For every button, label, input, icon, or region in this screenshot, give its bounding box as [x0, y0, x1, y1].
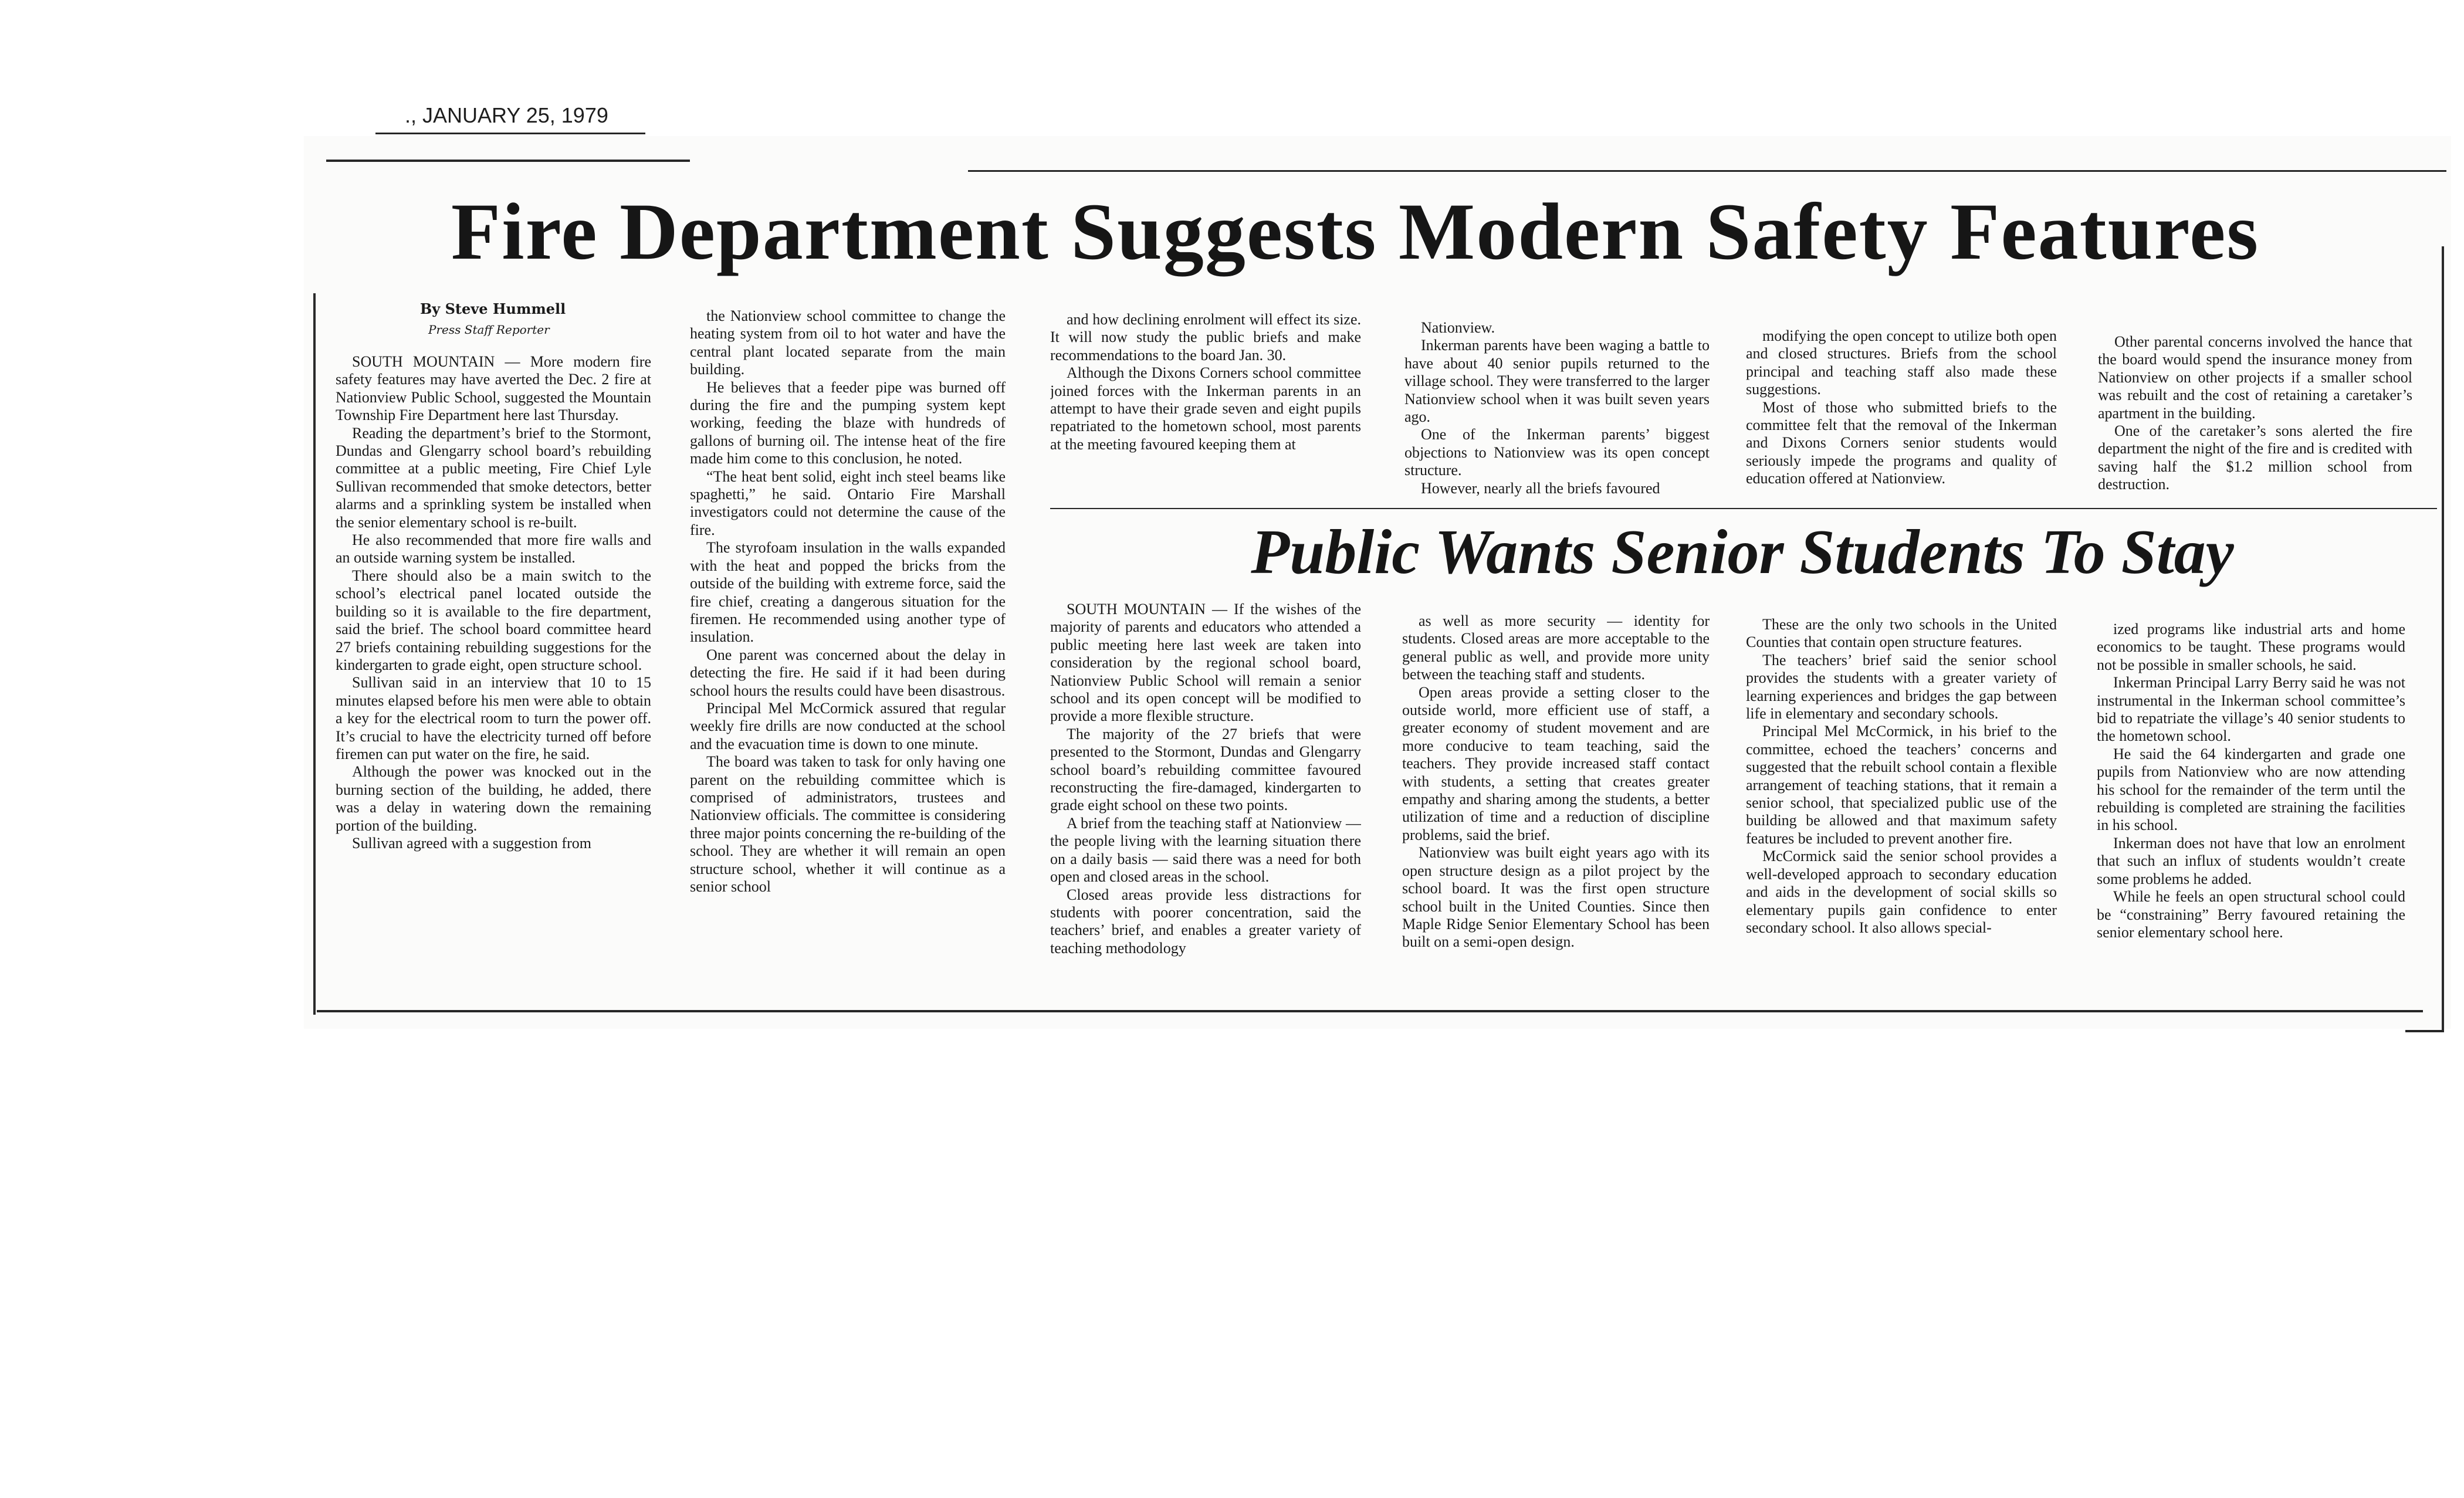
paragraph: the Nationview school committee to change the heating system from oil to hot water and have the central plant located separate from the main building. [690, 307, 1006, 378]
story1-column-5 [1746, 327, 2057, 508]
paragraph: ized programs like industrial arts and home economics to be taught. These programs would not be possible in smaller schools, he said. [2097, 621, 2405, 673]
dateline-rule [375, 133, 645, 134]
top-rule-right [968, 170, 2446, 172]
byline-author: By Steve Hummell [420, 300, 566, 317]
paragraph: Most of those who submitted briefs to the committee felt that the removal of the Inkerman and Dixons Corners senior students would seriously impede the programs and quality of education offered at Nationview. [1746, 398, 2057, 487]
headline: Fire Department Suggests Modern Safety Features [451, 187, 2260, 276]
byline-role: Press Staff Reporter [428, 323, 550, 337]
paragraph: Sullivan agreed with a suggestion from [352, 834, 591, 852]
paragraph: One parent was concerned about the delay in detecting the fire. He said if it had been during school hours the results could have been disastrous. [690, 646, 1006, 699]
paragraph: Nationview was built eight years ago with its open structure design as a pilot project by the school board. It was the first open structure school built in the United Counties. Since then Maple Ridge Senior Elementary School has been built on a semi-open design. [1402, 844, 1710, 951]
paragraph: Inkerman parents have been waging a battle to have about 40 senior pupils returned to the village school. They were transferred to the larger Nationview school when it was built seven years ago. [1404, 337, 1710, 426]
paragraph: One of the Inkerman parents’ biggest objections to Nationview was its open concept structure. [1404, 426, 1710, 479]
paragraph: Closed areas provide less distractions for students with poorer concentration, said the teachers’ brief, and enables a greater variety of teaching methodology [1050, 886, 1361, 957]
paragraph: The styrofoam insulation in the walls expanded with the heat and popped the bricks from the outside of the building with extreme force, said the fire chief, creating a dangerous situation for the firemen. He recommended using another type of insulation. [690, 539, 1006, 646]
section-rule [1050, 508, 2437, 509]
paragraph: The teachers’ brief said the senior school provides the students with a greater variety of learning experiences and bridges the gap between life in elementary and secondary schools. [1746, 651, 2057, 723]
story1-column-4 [1404, 319, 1710, 508]
paragraph: and how declining enrolment will effect its size. It will now study the public briefs and make recommendations to the board Jan. 30. [1050, 311, 1361, 364]
clipping-bottom-curl [2405, 1030, 2443, 1032]
paragraph: While he feels an open structural school could be “constraining” Berry favoured retaining the senior elementary school here. [2097, 888, 2405, 941]
story2-column-3 [1746, 616, 2057, 1017]
paragraph: as well as more security — identity for students. Closed areas are more acceptable to the general public as well, and provide more unity between the teaching staff and students. [1402, 612, 1710, 683]
story1-column-2 [690, 307, 1006, 1004]
paragraph: Inkerman Principal Larry Berry said he was not instrumental in the Inkerman school committee’s bid to repatriate the village’s 40 senior students to the hometown school. [2097, 674, 2405, 745]
paragraph: modifying the open concept to utilize both open and closed structures. Briefs from the school principal and teaching staff also made these suggestions. [1746, 327, 2057, 398]
subheadline: Public Wants Senior Students To Stay [1251, 517, 2234, 587]
top-rule-left [326, 160, 690, 162]
paragraph: Sullivan said in an interview that 10 to 15 minutes elapsed before his men were able to obtain a key for the electrical room to turn the power off. It’s crucial to have the electricity turned off before firemen can put water on the fire, he said. [336, 674, 651, 762]
paragraph: “The heat bent solid, eight inch steel beams like spaghetti,” he said. Ontario Fire Marshall investigators could not determine the cause of the fire. [690, 467, 1006, 538]
dateline: ., JANUARY 25, 1979 [405, 103, 608, 127]
paragraph: However, nearly all the briefs favoured [1421, 479, 1660, 497]
paragraph: He said the 64 kindergarten and grade one pupils from Nationview who are now attending his school for the remainder of the term until the rebuilding is completed are straining the facilities in his school. [2097, 745, 2405, 834]
paragraph: Although the Dixons Corners school committee joined forces with the Inkerman parents in an attempt to have their grade seven and eight pupils repatriated to the hometown school, most parents at the meeting favoured keeping them at [1050, 364, 1361, 453]
paragraph: He believes that a feeder pipe was burned off during the fire and the pumping system kept working, feeding the blaze with hundreds of gallons of burning oil. The intense heat of the fire made him come to this conclusion, he noted. [690, 378, 1006, 467]
paragraph: Reading the department’s brief to the Stormont, Dundas and Glengarry school board’s rebuilding committee at a public meeting, Fire Chief Lyle Sullivan recommended that smoke detectors, better alarms and a sprinkling system be installed when the senior elementary school is re-built. [336, 424, 651, 531]
paragraph: There should also be a main switch to the school’s electrical panel located outside the building so it is available to the fire department, said the brief. The school board committee heard 27 briefs containing rebuilding suggestions for the kindergarten to grade eight, open structure school. [336, 567, 651, 673]
paragraph: He also recommended that more fire walls and an outside warning system be installed. [336, 531, 651, 567]
story2-column-1 [1050, 601, 1361, 1017]
paragraph: The board was taken to task for only having one parent on the rebuilding committee which is comprised of administrators, trustees and Nationview officials. The committee is considering three major points concerning the re-building of the school. They are whether it will remain an open structure school, whether it will continue as a senior school [690, 753, 1006, 895]
paragraph: SOUTH MOUNTAIN — If the wishes of the majority of parents and educators who attended a public meeting here last week are taken into consideration by the regional school board, Nationview Public School will remain a senior school and its open concept will be modified to provide a more flexible structure. [1050, 601, 1361, 725]
story2-column-2 [1402, 612, 1710, 1017]
story1-column-6 [2098, 333, 2412, 516]
paragraph: Other parental concerns involved the hance that the board would spend the insurance money from Nationview on other projects if a smaller school was rebuilt and the cost of retaining a caretaker’s apartment in the building. [2098, 333, 2412, 422]
paragraph: Nationview. [1421, 319, 1495, 336]
paragraph: McCormick said the senior school provides a well-developed approach to secondary education and aids in the development of social skills so elementary pupils gain confidence to enter secondary school. It also allows special- [1746, 848, 2057, 936]
paragraph: Inkerman does not have that low an enrolment that such an influx of students wouldn’t create some problems he added. [2097, 834, 2405, 887]
paragraph: Open areas provide a setting closer to the outside world, more efficient use of staff, a greater economy of student movement and are more conducive to team teaching, said the teachers. They provide increased staff contact with students, a setting that creates greater empathy and sharing among the students, a better utilization of time and a reduction of discipline problems, said the brief. [1402, 683, 1710, 843]
story2-column-4 [2097, 621, 2405, 1017]
paragraph: These are the only two schools in the United Counties that contain open structure features. [1746, 616, 2057, 651]
clipping-left-edge [313, 293, 316, 1015]
story1-column-3 [1050, 311, 1361, 499]
paragraph: Principal Mel McCormick, in his brief to the committee, echoed the teachers’ concerns and suggested that the rebuilt school contain a flexible arrangement of teaching stations, that it remain a senior school, that specialized public use of the building be allowed and that maximum safety features be included to prevent another fire. [1746, 723, 2057, 847]
clipping-right-edge [2442, 246, 2444, 1032]
paragraph: A brief from the teaching staff at Nationview — the people living with the learning situation there on a daily basis — said there was a need for both open and closed areas in the school. [1050, 814, 1361, 886]
paragraph: Principal Mel McCormick assured that regular weekly fire drills are now conducted at the school and the evacuation time is down to one minute. [690, 699, 1006, 753]
paragraph: One of the caretaker’s sons alerted the fire department the night of the fire and is credited with saving half the $1.2 million school from destruction. [2098, 422, 2412, 493]
paragraph: Although the power was knocked out in the burning section of the building, he added, there was a delay in watering down the remaining portion of the building. [336, 763, 651, 834]
story1-column-1 [336, 353, 651, 1004]
paragraph: SOUTH MOUNTAIN — More modern fire safety features may have averted the Dec. 2 fire at Nationview Public School, suggested the Mountain Township Fire Department here last Thursday. [336, 353, 651, 424]
clipping-bottom-edge [317, 1010, 2423, 1012]
paragraph: The majority of the 27 briefs that were presented to the Stormont, Dundas and Glengarry school board’s rebuilding committee favoured reconstructing the fire-damaged, kindergarten to grade eight school on these two points. [1050, 725, 1361, 814]
